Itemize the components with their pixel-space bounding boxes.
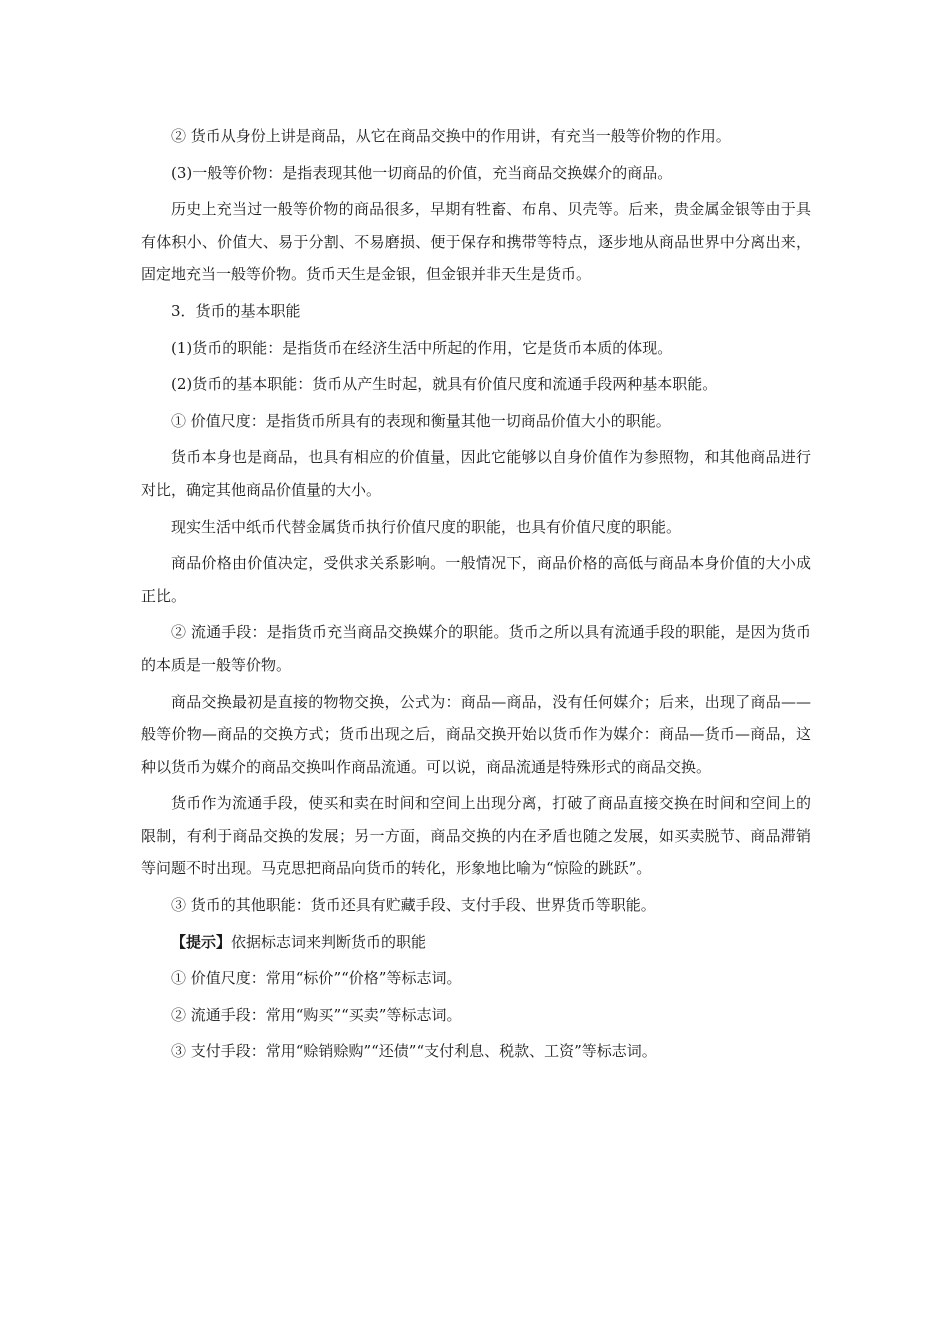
paragraph: 货币作为流通手段，使买和卖在时间和空间上出现分离，打破了商品直接交换在时间和空间上的限制，有利于商品交换的发展；另一方面，商品交换的内在矛盾也随之发展，如买卖脱节、商品滞销等问题不时出现。马克思把商品向货币的转化，形象地比喻为“惊险的跳跃”。 bbox=[141, 794, 811, 878]
paragraph: 商品交换最初是直接的物物交换，公式为：商品—商品，没有任何媒介；后来，出现了商品——般等价物—商品的交换方式；货币出现之后，商品交换开始以货币作为媒介：商品—货币—商品，这种以货币为媒介的商品交换叫作商品流通。可以说，商品流通是特殊形式的商品交换。 bbox=[141, 692, 811, 776]
document-page bbox=[141, 120, 811, 1072]
section-heading: 3．货币的基本职能 bbox=[171, 301, 301, 320]
paragraph: (1)货币的职能：是指货币在经济生活中所起的作用，它是货币本质的体现。 bbox=[171, 338, 673, 357]
paragraph: ③ 货币的其他职能：货币还具有贮藏手段、支付手段、世界货币等职能。 bbox=[171, 896, 656, 915]
paragraph: ② 流通手段：是指货币充当商品交换媒介的职能。货币之所以具有流通手段的职能，是因为货币的本质是一般等价物。 bbox=[141, 623, 811, 674]
hint-heading bbox=[141, 926, 811, 959]
paragraph: 历史上充当过一般等价物的商品很多，早期有牲畜、布帛、贝壳等。后来，贵金属金银等由于具有体积小、价值大、易于分割、不易磨损、便于保存和携带等特点，逐步地从商品世界中分离出来，固定地充当一般等价物。货币天生是金银，但金银并非天生是货币。 bbox=[141, 200, 811, 284]
paragraph: 现实生活中纸币代替金属货币执行价值尺度的职能，也具有价值尺度的职能。 bbox=[171, 517, 682, 536]
paragraph: (3)一般等价物：是指表现其他一切商品的价值，充当商品交换媒介的商品。 bbox=[171, 163, 673, 182]
paragraph: (2)货币的基本职能：货币从产生时起，就具有价值尺度和流通手段两种基本职能。 bbox=[171, 375, 718, 394]
paragraph: 商品价格由价值决定，受供求关系影响。一般情况下，商品价格的高低与商品本身价值的大小成正比。 bbox=[141, 554, 811, 605]
paragraph: ② 货币从身份上讲是商品，从它在商品交换中的作用讲，有充当一般等价物的作用。 bbox=[171, 127, 731, 145]
hint-item: ① 价值尺度：常用“标价”“价格”等标志词。 bbox=[171, 969, 462, 988]
paragraph: 货币本身也是商品，也具有相应的价值量，因此它能够以自身价值作为参照物，和其他商品进行对比，确定其他商品价值量的大小。 bbox=[141, 448, 811, 499]
hint-title: 依据标志词来判断货币的职能 bbox=[231, 932, 427, 951]
hint-item: ③ 支付手段：常用“赊销赊购”“还债”“支付利息、税款、工资”等标志词。 bbox=[171, 1042, 657, 1061]
paragraph: ① 价值尺度：是指货币所具有的表现和衡量其他一切商品价值大小的职能。 bbox=[171, 411, 671, 430]
hint-item: ② 流通手段：常用“购买”“买卖”等标志词。 bbox=[171, 1005, 462, 1024]
hint-label: 【提示】 bbox=[171, 932, 232, 951]
